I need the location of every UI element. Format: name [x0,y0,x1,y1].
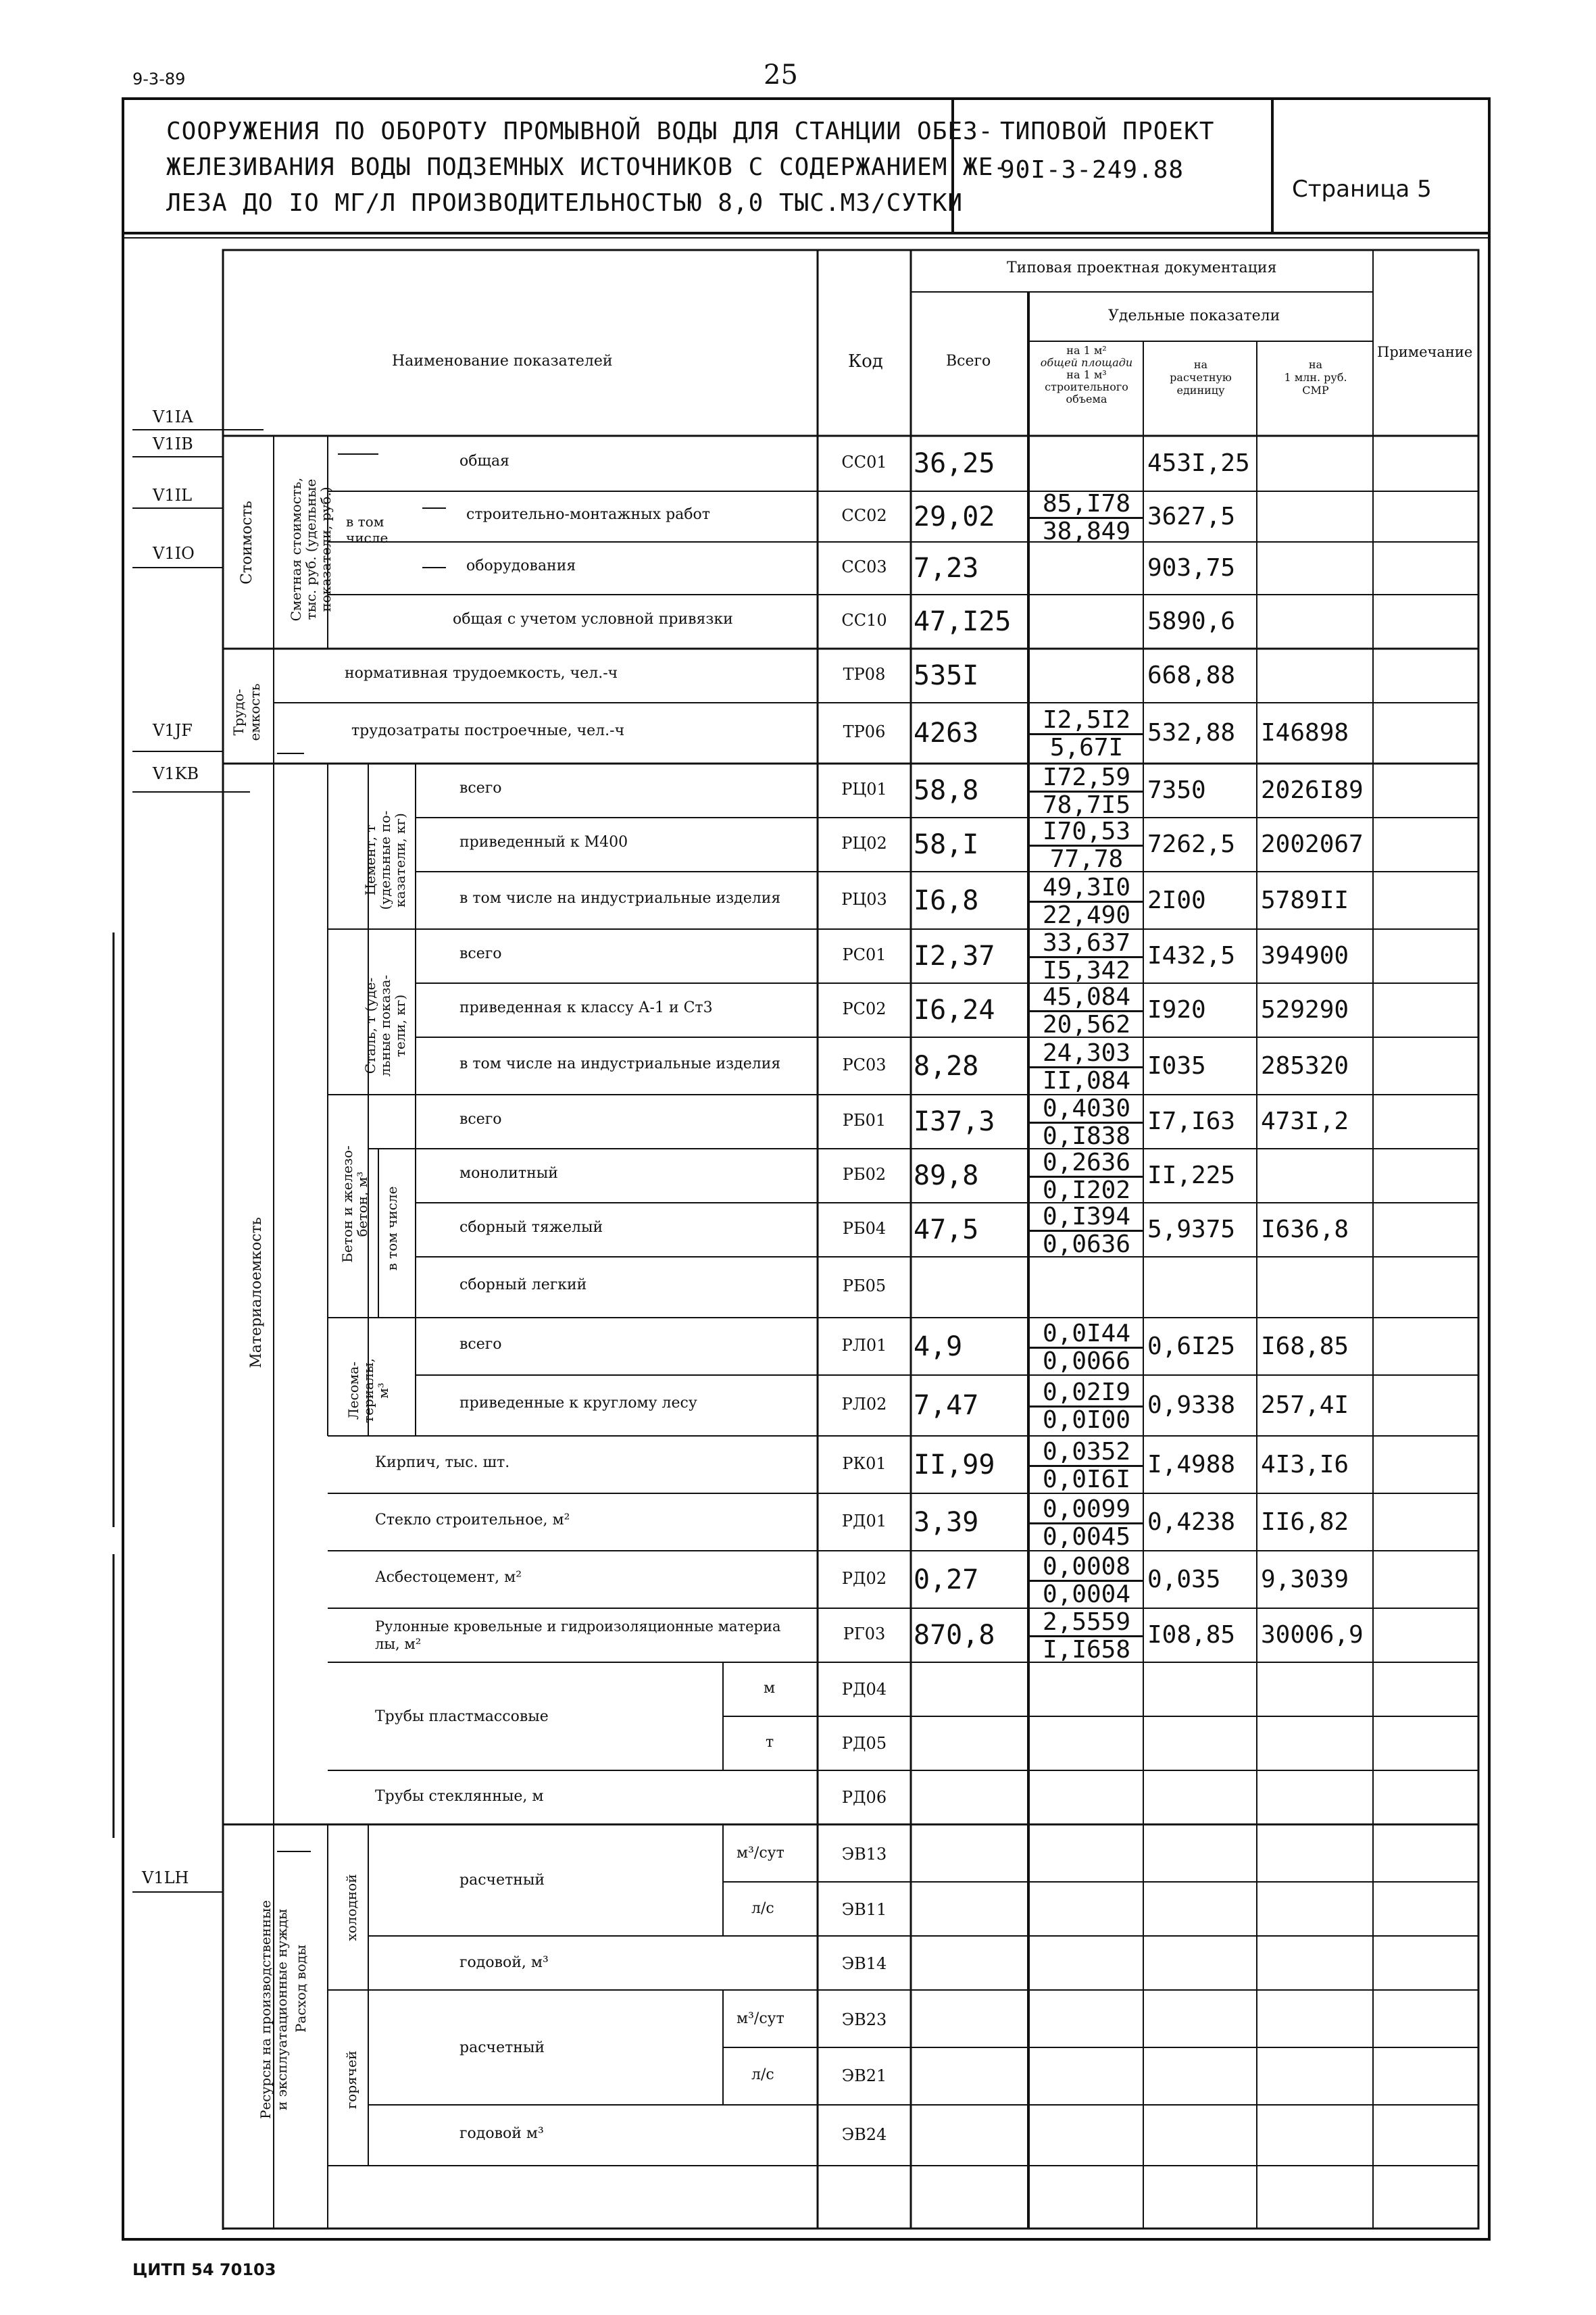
row-per-area-numerator: 24,303 [1030,1041,1143,1068]
header-per-unit-line: расчетную [1170,371,1232,384]
row-total: 7,47 [914,1390,979,1421]
header-per-unit-line: на [1193,358,1208,371]
row-total: 7,23 [914,553,979,584]
sheet-label: Страница 5 [1292,176,1432,203]
group-concrete [340,1126,370,1282]
row-code: ТР06 [843,722,886,741]
row-per-unit: I432,5 [1147,942,1236,970]
row-total: II,99 [914,1449,995,1480]
row-per-mln: 2002067 [1261,830,1364,858]
row-code: ЭВ14 [841,1954,887,1973]
header-per-area-line: объема [1066,393,1107,405]
row-total: 0,27 [914,1564,979,1595]
row-code: РБ01 [842,1111,887,1130]
header-name: Наименование показателей [392,353,613,370]
row-per-mln: 30006,9 [1261,1621,1364,1649]
row-per-area-denominator: 0,0I6I [1042,1465,1131,1493]
row-per-area [1030,1380,1143,1433]
row-per-area-denominator: 78,7I5 [1042,791,1131,819]
row-per-area-numerator: 49,3I0 [1030,875,1143,903]
group-cement [363,793,407,928]
row-code: РГ03 [843,1624,886,1643]
row-name: нормативная трудоемкость, чел.-ч [345,665,618,682]
row-name: сборный тяжелый [459,1219,603,1236]
group-cost-incl [346,514,388,546]
row-per-mln: 9,3039 [1261,1565,1349,1593]
row-per-area-denominator: 0,0066 [1042,1347,1131,1375]
row-per-unit: 903,75 [1147,554,1236,582]
row-per-area [1030,819,1143,872]
row-code: РЦ03 [841,889,887,909]
row-per-unit: 668,88 [1147,662,1236,689]
row-per-area-denominator: 0,I202 [1042,1176,1131,1204]
row-per-area-denominator: I,I658 [1042,1636,1131,1664]
margin-code: V1IO [153,544,195,563]
group-wood-line: Лесома- [345,1362,361,1420]
group-cement-line: казатели, кг) [392,813,408,907]
header-per-area-line: на 1 м² [1066,344,1107,357]
row-per-mln: 473I,2 [1261,1107,1349,1135]
row-per-area [1030,930,1143,984]
group-concrete-incl: в том числе [384,1186,400,1271]
row-per-area [1030,1096,1143,1149]
row-per-unit: 7350 [1147,776,1206,804]
row-code: РД01 [841,1511,887,1530]
row-per-unit: I7,I63 [1147,1107,1236,1135]
header-per-unit [1145,358,1257,397]
row-name: сборный легкий [459,1276,587,1293]
row-code: РЦ01 [841,780,887,799]
row-per-mln: I636,8 [1261,1216,1349,1243]
project-label: ТИПОВОЙ ПРОЕКТ [1000,118,1215,145]
margin-code: V1IL [153,486,193,505]
row-per-area [1030,985,1143,1038]
group-wood-line: м³ [375,1383,391,1399]
row-name: Рулонные кровельные и гидроизоляционные материа [375,1618,781,1635]
row-name: в том числе на индустриальные изделия [459,1055,781,1072]
row-name: трудозатраты построечные, чел.-ч [351,722,625,739]
group-cold: холодной [343,1874,359,1941]
group-hot: горячей [343,2050,359,2110]
group-cost: Стоимость [239,501,255,584]
header-per-mln [1258,358,1373,397]
title-line-1: СООРУЖЕНИЯ ПО ОБОРОТУ ПРОМЫВНОЙ ВОДЫ ДЛЯ СТАНЦИИ ОБЕЗ- [166,118,994,145]
row-per-area-denominator: I5,342 [1042,957,1131,985]
row-code: СС01 [841,453,887,472]
margin-code: V1IA [153,407,193,426]
row-name: общая с учетом условной привязки [453,611,733,628]
header-per-area [1031,345,1142,405]
row-per-area-numerator: 0,02I9 [1030,1380,1143,1408]
row-total: I6,8 [914,885,979,916]
group-resources-line: и эксплуатационные нужды [274,1908,290,2111]
row-name: в том числе на индустриальные изделия [459,889,781,907]
group-cement-line: Цемент, т [362,824,378,896]
row-per-area-denominator: 0,0636 [1042,1230,1131,1258]
pipes-plastic-unit-t: т [766,1734,774,1751]
row-per-unit: 0,6I25 [1147,1332,1236,1360]
row-per-area-denominator: 0,0I00 [1042,1406,1131,1434]
row-total: I2,37 [914,941,995,972]
row-per-area-numerator: I70,53 [1030,819,1143,847]
row-code: ЭВ24 [841,2125,887,2144]
row-per-area [1030,1150,1143,1203]
row-per-area-denominator: 38,849 [1042,517,1131,545]
row-code: РЛ02 [841,1395,887,1414]
pipes-glass-label: Трубы стеклянные, м [375,1788,544,1805]
row-per-unit: 5,9375 [1147,1216,1236,1243]
row-total: 47,I25 [914,606,1012,637]
row-code: ЭВ23 [841,2010,887,2029]
row-per-mln: 394900 [1261,942,1349,970]
row-code: ЭВ11 [841,1900,887,1919]
row-per-unit: 0,4238 [1147,1508,1236,1536]
margin-code: V1KB [153,764,199,783]
group-wood [346,1333,391,1448]
row-per-area-numerator: 85,I78 [1030,491,1143,519]
row-per-mln: 2026I89 [1261,776,1364,804]
row-code: РЛ01 [841,1335,887,1355]
row-name: общая [459,453,509,470]
row-per-area-denominator: 22,490 [1042,901,1131,929]
row-per-mln: II6,82 [1261,1508,1349,1536]
row-total: 29,02 [914,501,995,532]
row-per-unit: I,4988 [1147,1450,1236,1478]
row-per-mln: 5789II [1261,886,1349,914]
water-unit: м³/сут [737,1845,784,1862]
row-code: СС03 [841,557,887,576]
row-name: Кирпич, тыс. шт. [375,1453,510,1471]
row-code: РД06 [841,1788,887,1807]
group-material: Материалоемкость [248,1217,265,1368]
water-calc-cold: расчетный [459,1872,545,1889]
margin-code: V1IB [153,434,193,453]
row-per-unit: 532,88 [1147,719,1236,747]
header-specific: Удельные показатели [1108,307,1280,324]
project-number: 90I-3-249.88 [1000,156,1184,184]
row-code: РД02 [841,1568,887,1588]
water-unit: л/с [751,1900,774,1917]
row-per-mln: I68,85 [1261,1332,1349,1360]
header-per-area-line: на 1 м³ [1066,368,1107,381]
row-total: 4,9 [914,1330,963,1362]
water-annual-hot: годовой м³ [459,2125,544,2142]
row-code: РС03 [842,1055,887,1074]
row-per-area-numerator: 0,0352 [1030,1439,1143,1467]
row-per-area-numerator: 0,0I44 [1030,1321,1143,1349]
row-per-area [1030,707,1143,761]
row-name: лы, м² [375,1636,422,1652]
row-per-area [1030,765,1143,818]
row-per-unit: I08,85 [1147,1621,1236,1649]
doc-code: 9-3-89 [132,70,186,89]
row-per-unit: 5890,6 [1147,607,1236,635]
group-resources-line: Ресурсы на производственные [257,1900,274,2119]
row-per-mln: I46898 [1261,719,1349,747]
row-code: РЦ02 [841,834,887,853]
row-name: всего [459,1335,502,1353]
group-labor-line: емкость [247,683,263,741]
group-cost-sub [289,475,333,624]
water-annual-cold: годовой, м³ [459,1954,549,1971]
row-code: РД04 [841,1680,887,1699]
row-name: всего [459,945,502,962]
header-note: Примечание [1377,344,1473,360]
header-total: Всего [946,353,991,370]
row-per-area-denominator: 0,0004 [1042,1580,1131,1608]
group-cost-sub-line: тыс. руб. (удельные [303,478,319,620]
header-per-mln-line: на [1308,358,1323,371]
row-per-area [1030,1321,1143,1374]
group-cost-incl-line: в том [346,514,384,530]
row-per-unit: 453I,25 [1147,449,1250,477]
row-per-unit: 3627,5 [1147,502,1236,530]
water-unit: м³/сут [737,2010,784,2027]
group-labor-line: Трудо- [230,689,247,736]
title-line-3: ЛЕЗА ДО IO МГ/Л ПРОИЗВОДИТЕЛЬНОСТЬЮ 8,0 ТЫС.МЗ/СУТКИ [166,189,964,217]
row-per-area-numerator: 0,0099 [1030,1497,1143,1524]
row-per-mln: 529290 [1261,996,1349,1024]
group-steel-line: льные показа- [377,974,393,1077]
group-resources [257,1885,290,2135]
group-cost-sub-line: Сметная стоимость, [288,477,304,622]
row-name: монолитный [459,1165,558,1182]
row-per-area [1030,1204,1143,1258]
header-per-area-line: общей площади [1040,356,1133,369]
row-name: приведенный к М400 [459,834,628,851]
group-steel-line: Сталь, т (уде- [362,977,378,1074]
row-total: 535I [914,660,979,691]
row-total: 36,25 [914,448,995,479]
pipes-plastic-unit-m: м [764,1680,776,1697]
row-per-area [1030,1497,1143,1550]
group-steel-line: тели, кг) [392,994,408,1057]
row-per-area-denominator: 77,78 [1049,845,1124,873]
row-per-area-denominator: 5,67I [1049,734,1124,762]
row-per-unit: II,225 [1147,1162,1236,1189]
row-total: I6,24 [914,995,995,1026]
row-per-area-numerator: 33,637 [1030,930,1143,958]
group-wood-line: териалы, [360,1358,376,1423]
header-typical-doc: Типовая проектная документация [1007,259,1277,276]
header-per-mln-line: СМР [1302,384,1329,397]
row-per-unit: 0,9338 [1147,1391,1236,1419]
row-per-area-numerator: 0,0008 [1030,1554,1143,1582]
water-unit: л/с [751,2066,774,2083]
row-per-area [1030,875,1143,928]
group-cost-sub-line: показатели, руб.) [318,487,334,612]
row-name: всего [459,1111,502,1128]
row-name: приведенные к круглому лесу [459,1395,697,1412]
row-code: РД05 [841,1734,887,1753]
row-name: приведенная к классу А-1 и Ст3 [459,999,713,1016]
header-per-area-line: строительного [1045,380,1128,393]
row-code: ЭВ13 [841,1845,887,1864]
group-water: Расход воды [293,1944,309,2033]
header-per-mln-line: 1 млн. руб. [1284,371,1347,384]
row-total: 58,8 [914,775,979,806]
row-per-mln: 257,4I [1261,1391,1349,1419]
row-per-area-denominator: II,084 [1042,1066,1131,1095]
row-code: СС02 [841,505,887,525]
row-per-area-denominator: 0,0045 [1042,1522,1131,1551]
row-per-area-denominator: 20,562 [1042,1011,1131,1039]
group-cost-incl-line: числе [346,530,389,546]
row-per-area-numerator: 0,2636 [1030,1150,1143,1178]
row-code: РС01 [842,945,887,964]
row-per-area [1030,1610,1143,1663]
row-code: РБ02 [842,1165,887,1184]
footer-code: ЦИТП 54 70103 [132,2260,276,2279]
row-per-area-numerator: 45,084 [1030,985,1143,1012]
row-total: 58,I [914,829,979,860]
row-name: Асбестоцемент, м² [375,1568,522,1586]
row-code: ТР08 [843,665,886,684]
row-total: 8,28 [914,1050,979,1082]
pipes-plastic-label: Трубы пластмассовые [375,1708,549,1725]
row-per-unit: 0,035 [1147,1565,1221,1593]
row-per-area [1030,1439,1143,1493]
row-total: 3,39 [914,1506,979,1538]
margin-code: V1JF [153,721,193,740]
row-total: 47,5 [914,1214,979,1245]
row-code: РК01 [842,1453,887,1473]
row-code: СС10 [841,611,887,630]
row-per-area [1030,491,1143,545]
row-per-area-numerator: 2,5559 [1030,1610,1143,1637]
group-steel [363,958,407,1093]
row-code: ЭВ21 [841,2066,887,2085]
row-name: оборудования [466,557,576,574]
row-code: РБ04 [842,1219,887,1238]
row-per-area [1030,1041,1143,1094]
row-total: 4263 [914,718,979,749]
row-per-area [1030,1554,1143,1608]
header-code: Код [848,351,883,372]
row-code: РБ05 [842,1276,887,1295]
row-per-mln: 285320 [1261,1051,1349,1080]
row-code: РС02 [842,999,887,1018]
row-per-unit: 2I00 [1147,886,1206,914]
page-number: 25 [764,59,798,91]
row-name: всего [459,780,502,797]
row-per-area-numerator: 0,4030 [1030,1096,1143,1124]
group-concrete-line: Бетон и железо- [339,1145,355,1263]
row-per-area-numerator: I2,5I2 [1030,707,1143,735]
group-cement-line: (удельные по- [377,810,393,910]
row-per-unit: 7262,5 [1147,830,1236,858]
margin-code: V1LH [142,1868,189,1887]
group-labor [230,668,263,756]
row-per-area-numerator: 0,I394 [1030,1204,1143,1232]
title-line-2: ЖЕЛЕЗИВАНИЯ ВОДЫ ПОДЗЕМНЫХ ИСТОЧНИКОВ С СОДЕРЖАНИЕМ ЖЕ- [166,153,1009,181]
row-total: 870,8 [914,1620,995,1651]
row-name: строительно-монтажных работ [466,505,710,523]
row-name: Стекло строительное, м² [375,1511,570,1528]
header-per-unit-line: единицу [1176,384,1225,397]
row-per-unit: I920 [1147,996,1206,1024]
row-per-unit: I035 [1147,1051,1206,1080]
row-per-area-numerator: I72,59 [1030,765,1143,793]
row-per-area-denominator: 0,I838 [1042,1122,1131,1150]
row-per-mln: 4I3,I6 [1261,1450,1349,1478]
row-total: I37,3 [914,1106,995,1137]
group-concrete-line: бетон, м³ [354,1171,370,1237]
row-total: 89,8 [914,1160,979,1191]
water-calc-hot: расчетный [459,2039,545,2056]
